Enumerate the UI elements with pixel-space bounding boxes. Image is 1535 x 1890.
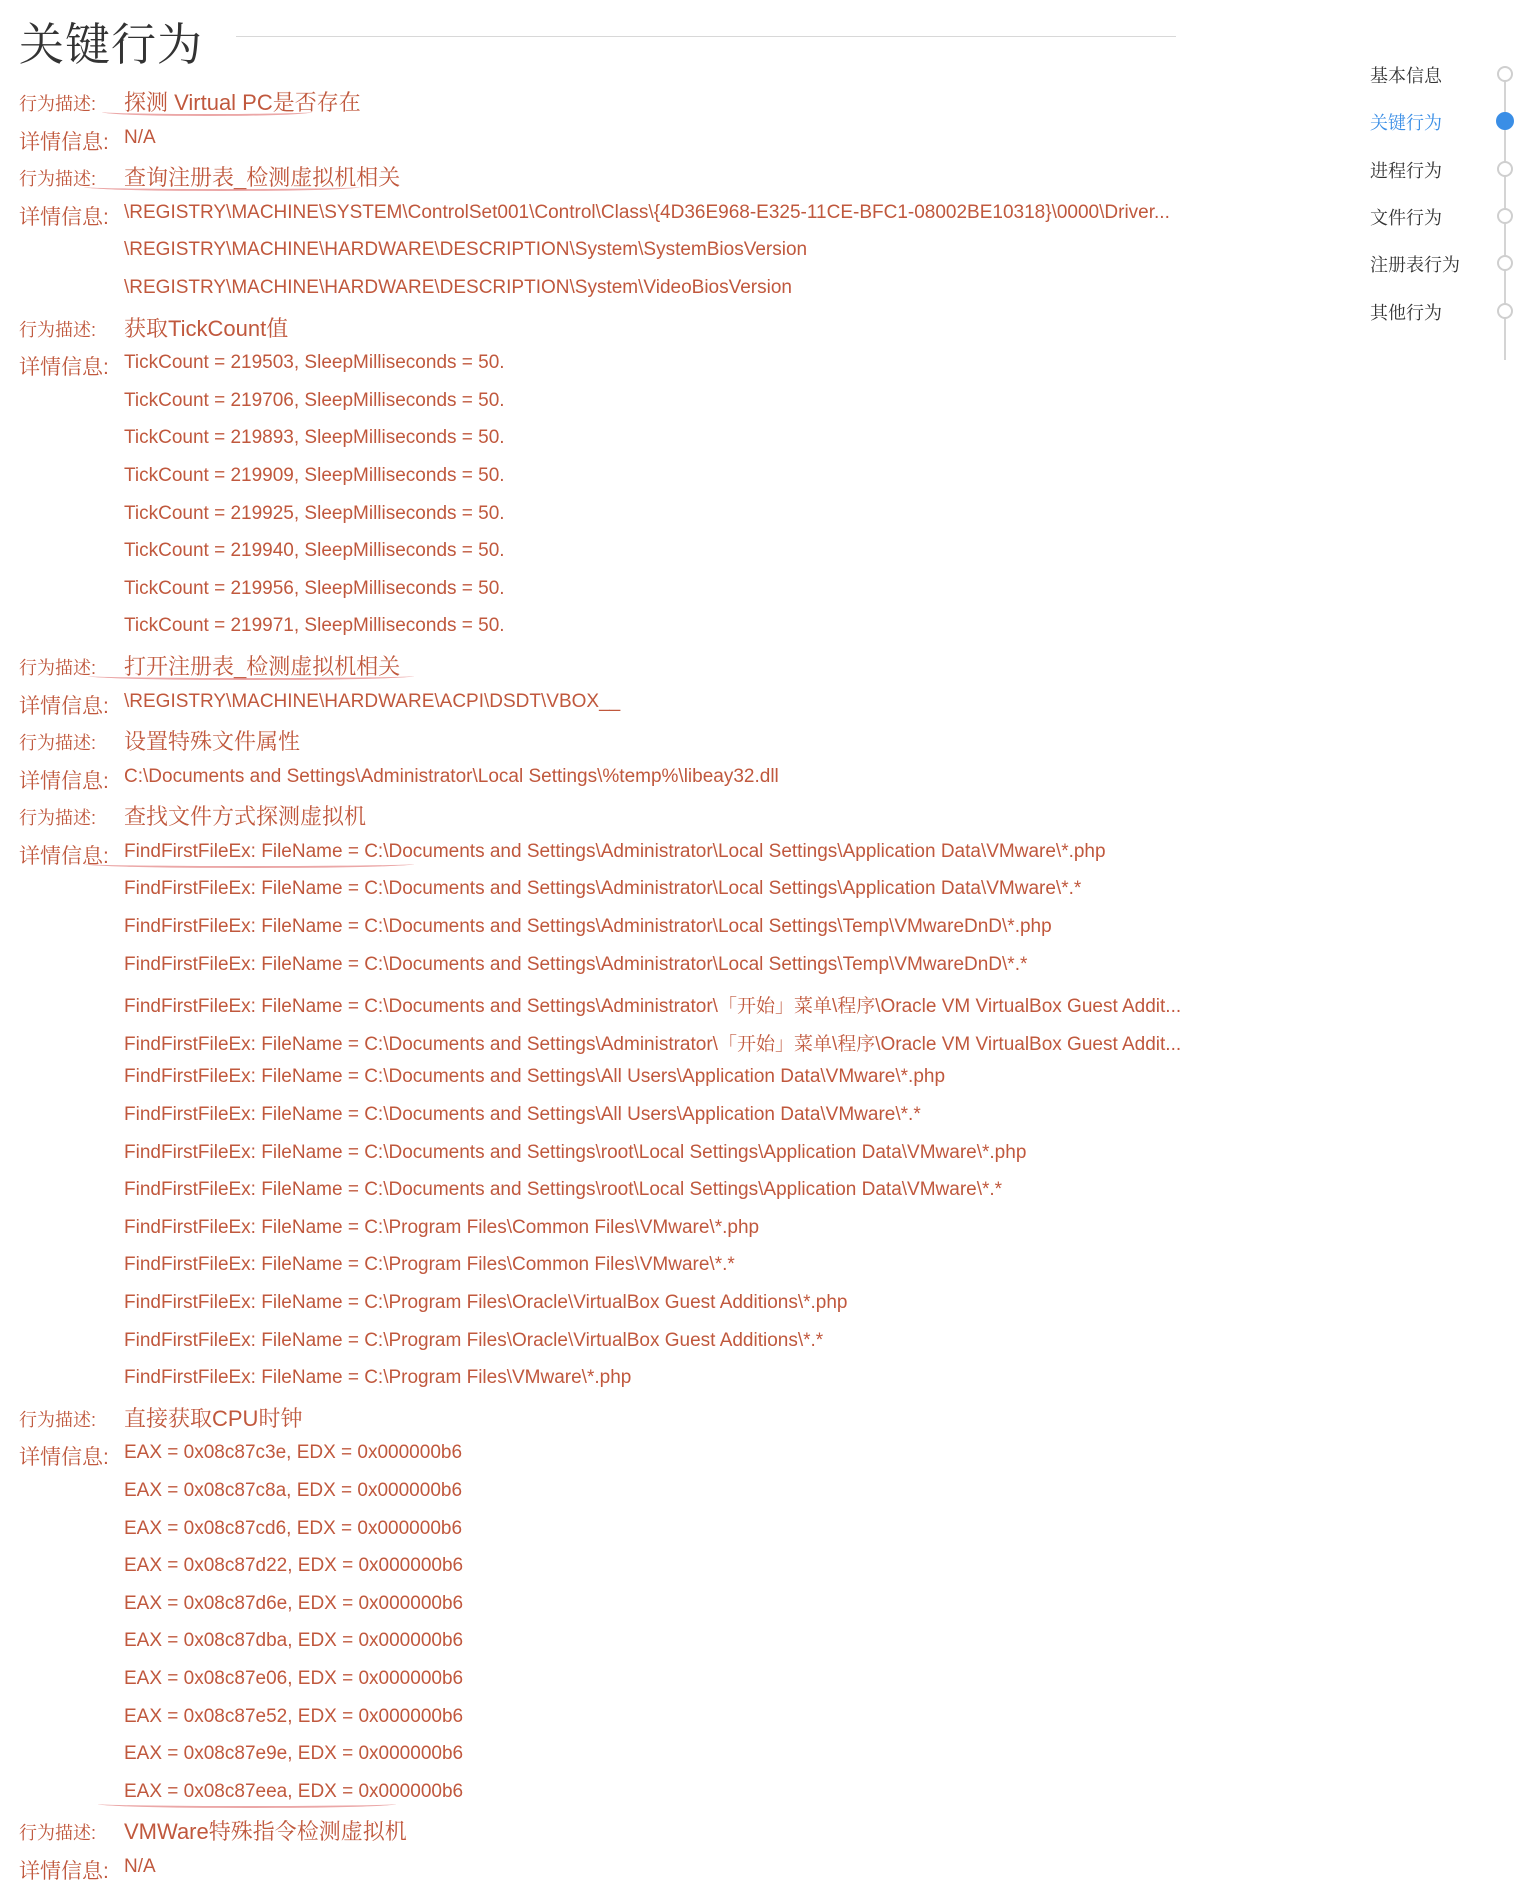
section-title: 关键行为: [19, 18, 204, 71]
behavior-desc-row: [0, 796, 1200, 834]
desc-label: 行为描述:: [19, 733, 97, 754]
section-nav: [1370, 52, 1530, 372]
detail-value: EAX = 0x08c87d6e, EDX = 0x000000b6: [124, 1592, 464, 1614]
behavior-detail-row: [0, 909, 1200, 947]
behavior-detail-row: [0, 1210, 1200, 1248]
detail-value: \REGISTRY\MACHINE\HARDWARE\DESCRIPTION\System\SystemBiosVersion: [124, 239, 808, 261]
behavior-detail-row: [0, 1247, 1200, 1285]
behavior-detail-row: [0, 420, 1200, 458]
behavior-description: 打开注册表_检测虚拟机相关: [124, 653, 401, 679]
behavior-detail-row: [0, 1172, 1200, 1210]
behavior-detail-row: [0, 984, 1200, 1022]
detail-value: \REGISTRY\MACHINE\SYSTEM\ControlSet001\Control\Class\{4D36E968-E325-11CE-BFC1-08002BE10318}\0000\Driver...: [124, 201, 1170, 223]
detail-value: C:\Documents and Settings\Administrator\Local Settings\%temp%\libeay32.dll: [124, 765, 779, 787]
detail-label: 详情信息:: [19, 769, 109, 793]
detail-value: FindFirstFileEx: FileName = C:\Documents and Settings\Administrator\Local Settings\Temp\VMwareDnD\*.php: [124, 916, 1052, 938]
behavior-detail-row: [0, 1699, 1200, 1737]
detail-value: EAX = 0x08c87d22, EDX = 0x000000b6: [124, 1555, 464, 1577]
detail-value: FindFirstFileEx: FileName = C:\Program Files\Common Files\VMware\*.php: [124, 1216, 760, 1238]
active-dot-icon: [1496, 112, 1514, 130]
detail-value: EAX = 0x08c87dba, EDX = 0x000000b6: [124, 1630, 464, 1652]
behavior-description: 探测 Virtual PC是否存在: [124, 90, 361, 115]
behavior-desc-row: [0, 157, 1200, 195]
detail-value: EAX = 0x08c87cd6, EDX = 0x000000b6: [124, 1517, 463, 1539]
behavior-list: [0, 82, 1200, 1887]
detail-value: \REGISTRY\MACHINE\HARDWARE\DESCRIPTION\System\VideoBiosVersion: [124, 276, 792, 298]
nav-item-label: 基本信息: [1370, 66, 1442, 86]
behavior-detail-row: [0, 834, 1200, 872]
detail-value: FindFirstFileEx: FileName = C:\Documents and Settings\Administrator\Local Settings\Application Data\VMware\*.*: [124, 878, 1082, 900]
behavior-detail-row: [0, 1323, 1200, 1361]
behavior-detail-row: [0, 1022, 1200, 1060]
detail-value: FindFirstFileEx: FileName = C:\Documents and Settings\Administrator\Local Settings\Temp\VMwareDnD\*.*: [124, 953, 1028, 975]
behavior-detail-row: [0, 1774, 1200, 1812]
timeline-dot-icon: [1497, 303, 1513, 319]
behavior-detail-row: [0, 533, 1200, 571]
behavior-detail-row: [0, 1623, 1200, 1661]
detail-value: EAX = 0x08c87e06, EDX = 0x000000b6: [124, 1667, 464, 1689]
detail-value: TickCount = 219893, SleepMilliseconds = 50.: [124, 427, 505, 449]
detail-label: 详情信息:: [19, 1859, 109, 1883]
behavior-detail-row: [0, 383, 1200, 421]
detail-value: TickCount = 219971, SleepMilliseconds = 50.: [124, 615, 505, 637]
detail-value: \REGISTRY\MACHINE\HARDWARE\ACPI\DSDT\VBOX__: [124, 690, 621, 712]
nav-item-label: 进程行为: [1370, 160, 1442, 181]
detail-value: TickCount = 219925, SleepMilliseconds = 50.: [124, 502, 505, 524]
behavior-detail-row: [0, 684, 1200, 722]
detail-value: FindFirstFileEx: FileName = C:\Documents and Settings\All Users\Application Data\VMware\*.php: [124, 1066, 946, 1088]
behavior-detail-row: [0, 120, 1200, 158]
title-divider: [236, 36, 1176, 37]
behavior-desc-row: [0, 721, 1200, 759]
behavior-desc-row: [0, 1398, 1200, 1436]
desc-label: 行为描述:: [19, 657, 97, 678]
behavior-detail-row: [0, 1097, 1200, 1135]
detail-value: FindFirstFileEx: FileName = C:\Program Files\VMware\*.php: [124, 1367, 632, 1389]
nav-item[interactable]: [1370, 289, 1530, 346]
detail-value: FindFirstFileEx: FileName = C:\Program Files\Oracle\VirtualBox Guest Additions\*.*: [124, 1329, 824, 1351]
detail-value: FindFirstFileEx: FileName = C:\Documents and Settings\root\Local Settings\Application Data\VMware\*.*: [124, 1179, 1003, 1201]
detail-label: 详情信息:: [19, 844, 109, 868]
detail-value: EAX = 0x08c87c8a, EDX = 0x000000b6: [124, 1479, 463, 1501]
detail-value: TickCount = 219956, SleepMilliseconds = 50.: [124, 577, 505, 599]
behavior-detail-row: [0, 1435, 1200, 1473]
detail-label: 详情信息:: [19, 694, 109, 718]
detail-value: TickCount = 219503, SleepMilliseconds = 50.: [124, 352, 505, 374]
behavior-desc-row: [0, 646, 1200, 684]
behavior-description: 查询注册表_检测虚拟机相关: [124, 165, 401, 191]
detail-value: EAX = 0x08c87e9e, EDX = 0x000000b6: [124, 1743, 464, 1765]
detail-value: FindFirstFileEx: FileName = C:\Program Files\Common Files\VMware\*.*: [124, 1254, 735, 1276]
detail-value: EAX = 0x08c87e52, EDX = 0x000000b6: [124, 1705, 464, 1727]
behavior-detail-row: [0, 1736, 1200, 1774]
behavior-description: 直接获取CPU时钟: [124, 1405, 303, 1431]
nav-item-label: 其他行为: [1370, 302, 1442, 323]
timeline-dot-icon: [1497, 208, 1513, 224]
detail-value: N/A: [124, 126, 156, 148]
detail-label: 详情信息:: [19, 205, 109, 229]
behavior-detail-row: [0, 1285, 1200, 1323]
desc-label: 行为描述:: [19, 1823, 97, 1844]
behavior-desc-row: [0, 308, 1200, 346]
behavior-detail-row: [0, 1059, 1200, 1097]
desc-label: 行为描述:: [19, 169, 97, 190]
behavior-detail-row: [0, 270, 1200, 308]
desc-label: 行为描述:: [19, 1409, 97, 1430]
nav-item-label: 文件行为: [1370, 207, 1442, 228]
detail-label: 详情信息:: [19, 130, 109, 154]
timeline-dot-icon: [1497, 255, 1513, 271]
behavior-detail-row: [0, 195, 1200, 233]
detail-value: FindFirstFileEx: FileName = C:\Documents and Settings\Administrator\「开始」菜单\程序\Oracle VM VirtualBox Guest Addit...: [124, 996, 1182, 1018]
nav-item-label: 注册表行为: [1370, 255, 1460, 276]
desc-label: 行为描述:: [19, 808, 97, 829]
detail-value: FindFirstFileEx: FileName = C:\Documents and Settings\Administrator\Local Settings\Application Data\VMware\*.php: [124, 840, 1106, 862]
behavior-detail-row: [0, 871, 1200, 909]
nav-item-label: 关键行为: [1370, 113, 1442, 134]
behavior-description: 获取TickCount值: [124, 315, 289, 341]
behavior-detail-row: [0, 1511, 1200, 1549]
behavior-desc-row: [0, 82, 1200, 120]
behavior-detail-row: [0, 496, 1200, 534]
behavior-detail-row: [0, 571, 1200, 609]
behavior-detail-row: [0, 1360, 1200, 1398]
behavior-detail-row: [0, 232, 1200, 270]
handwritten-underline: [84, 860, 414, 868]
timeline-dot-icon: [1497, 161, 1513, 177]
behavior-detail-row: [0, 1661, 1200, 1699]
detail-value: TickCount = 219940, SleepMilliseconds = 50.: [124, 540, 505, 562]
timeline-dot-icon: [1497, 66, 1513, 82]
behavior-description: VMWare特殊指令检测虚拟机: [124, 1819, 407, 1845]
handwritten-underline: [98, 1800, 396, 1808]
behavior-detail-row: [0, 1849, 1200, 1887]
desc-label: 行为描述:: [19, 319, 97, 340]
behavior-detail-row: [0, 1135, 1200, 1173]
handwritten-underline: [88, 672, 414, 680]
behavior-detail-row: [0, 458, 1200, 496]
detail-value: FindFirstFileEx: FileName = C:\Documents and Settings\All Users\Application Data\VMware\*.*: [124, 1104, 921, 1126]
detail-value: FindFirstFileEx: FileName = C:\Documents and Settings\Administrator\「开始」菜单\程序\Oracle VM VirtualBox Guest Addit...: [124, 1033, 1182, 1055]
detail-value: EAX = 0x08c87c3e, EDX = 0x000000b6: [124, 1442, 463, 1464]
behavior-detail-row: [0, 947, 1200, 985]
detail-value: FindFirstFileEx: FileName = C:\Program Files\Oracle\VirtualBox Guest Additions\*.php: [124, 1292, 848, 1313]
handwritten-underline: [102, 108, 312, 116]
behavior-detail-row: [0, 345, 1200, 383]
behavior-desc-row: [0, 1811, 1200, 1849]
detail-label: 详情信息:: [19, 1446, 109, 1470]
detail-value: N/A: [124, 1855, 156, 1877]
behavior-detail-row: [0, 1473, 1200, 1511]
desc-label: 行为描述:: [19, 94, 97, 114]
behavior-detail-row: [0, 759, 1200, 797]
detail-value: TickCount = 219706, SleepMilliseconds = 50.: [124, 389, 505, 411]
behavior-detail-row: [0, 608, 1200, 646]
detail-value: EAX = 0x08c87eea, EDX = 0x000000b6: [124, 1780, 464, 1802]
behavior-description: 查找文件方式探测虚拟机: [124, 804, 367, 830]
detail-value: FindFirstFileEx: FileName = C:\Documents and Settings\root\Local Settings\Application Data\VMware\*.php: [124, 1141, 1027, 1163]
detail-value: TickCount = 219909, SleepMilliseconds = 50.: [124, 464, 505, 486]
behavior-detail-row: [0, 1548, 1200, 1586]
detail-label: 详情信息:: [19, 356, 109, 380]
behavior-detail-row: [0, 1586, 1200, 1624]
behavior-description: 设置特殊文件属性: [124, 729, 301, 755]
